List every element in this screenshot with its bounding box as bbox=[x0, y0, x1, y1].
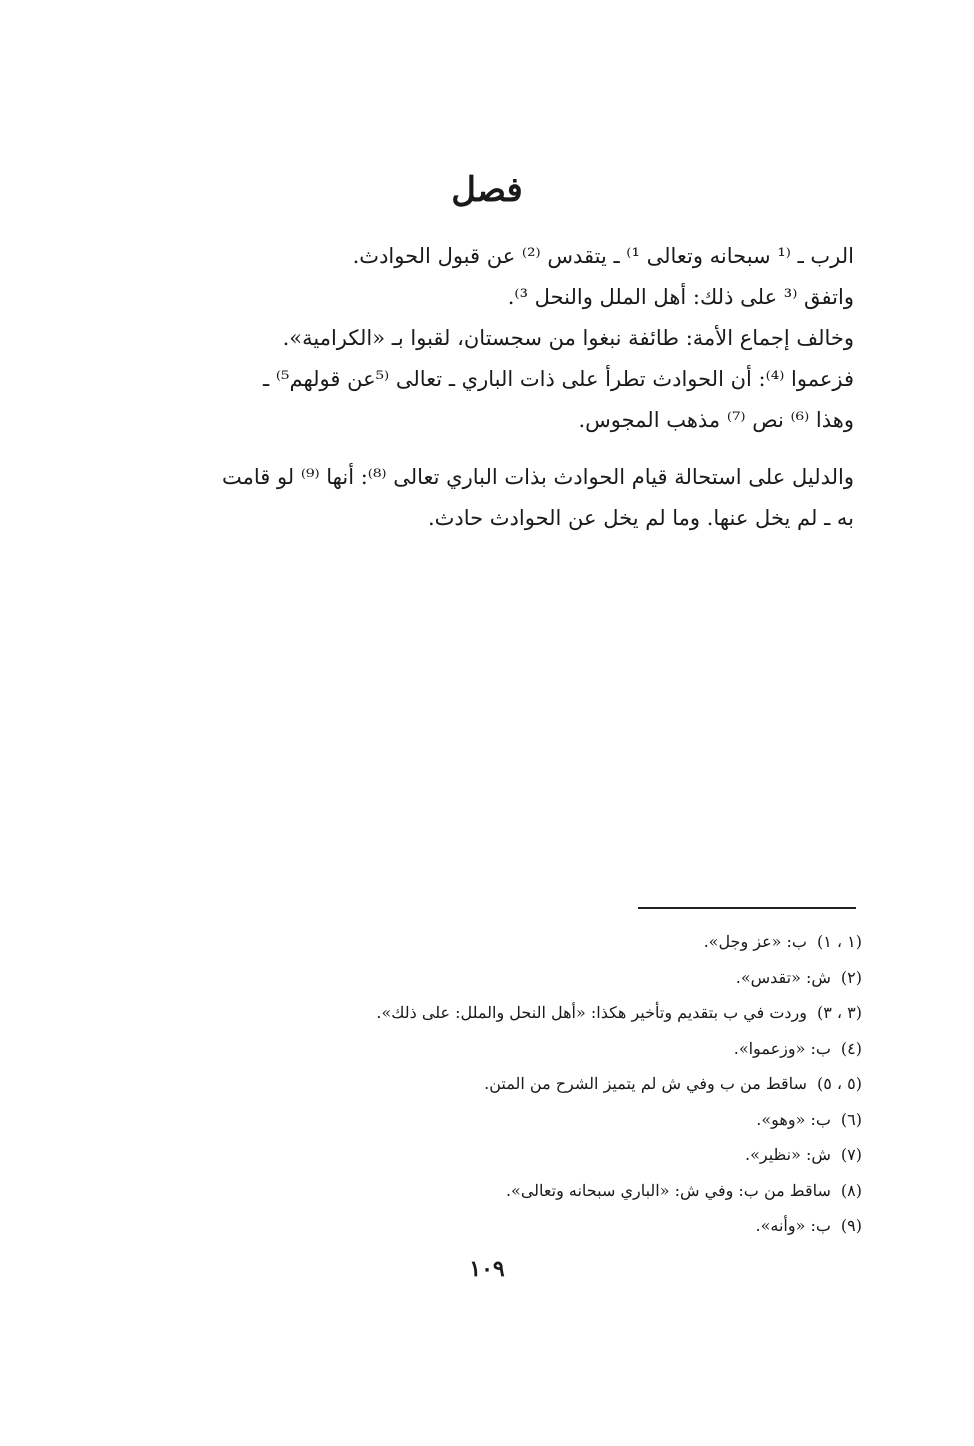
text-line: فزعموا ⁽⁴⁾: أن الحوادث تطرأ على ذات الباري ـ تعالى ⁽⁵عن قولهم⁵⁾ ـ bbox=[263, 367, 854, 391]
footnote-text: ساقط من ب وفي ش لم يتميز الشرح من المتن. bbox=[484, 1074, 807, 1093]
text-line: وهذا ⁽⁶⁾ نص ⁽⁷⁾ مذهب المجوس. bbox=[578, 408, 854, 432]
footnote-item bbox=[300, 995, 862, 1031]
footnote-number: (٤) bbox=[840, 1038, 862, 1058]
text-line: والدليل على استحالة قيام الحوادث بذات الباري تعالى ⁽⁸⁾: أنها ⁽⁹⁾ لو قامت bbox=[221, 465, 854, 489]
footnote-text: ش: «تقدس». bbox=[735, 967, 831, 987]
footnote-number: (٧) bbox=[840, 1145, 862, 1164]
footnote-number: (٢) bbox=[840, 967, 862, 987]
footnote-number: (٦) bbox=[840, 1109, 862, 1129]
footnote-text: ب: «وزعموا». bbox=[733, 1038, 831, 1058]
footnote-item bbox=[300, 1173, 862, 1209]
footnote-item bbox=[300, 960, 862, 996]
footnote-item bbox=[300, 1137, 862, 1173]
footnote-number: (٨) bbox=[840, 1180, 862, 1200]
footnote-text: ب: «وأنه». bbox=[755, 1216, 831, 1235]
section-heading: فصل bbox=[451, 170, 523, 210]
footnote-number: (١ ، ١) bbox=[816, 932, 862, 951]
footnote-text: ب: «عز وجل». bbox=[703, 932, 807, 951]
footnotes-list bbox=[300, 924, 862, 1244]
footnote-text: وردت في ب بتقديم وتأخير هكذا: «أهل النحل والملل: على ذلك». bbox=[376, 1003, 807, 1022]
footnote-item bbox=[300, 924, 862, 960]
text-line: الرب ـ ⁽¹ سبحانه وتعالى ¹⁾ ـ يتقدس ⁽²⁾ عن قبول الحوادث. bbox=[352, 244, 854, 268]
main-text bbox=[150, 236, 854, 539]
footnote-number: (٩) bbox=[840, 1216, 862, 1235]
footnote-text: ساقط من ب: وفي ش: «الباري سبحانه وتعالى». bbox=[505, 1180, 831, 1200]
text-line: واتفق ⁽³ على ذلك: أهل الملل والنحل ³⁾. bbox=[507, 285, 854, 309]
footnote-number: (٥ ، ٥) bbox=[816, 1074, 862, 1093]
footnote-number: (٣ ، ٣) bbox=[816, 1003, 862, 1022]
footnote-text: ب: «وهو». bbox=[756, 1109, 831, 1129]
footnote-item bbox=[300, 1066, 862, 1102]
footnote-separator bbox=[638, 907, 856, 909]
page-number: ١٠٩ bbox=[469, 1256, 505, 1282]
footnote-text: ش: «نظير». bbox=[745, 1145, 831, 1164]
footnote-item bbox=[300, 1102, 862, 1138]
text-line: به ـ لم يخل عنها. وما لم يخل عن الحوادث حادث. bbox=[427, 506, 854, 530]
text-line: وخالف إجماع الأمة: طائفة نبغوا من سجستان، لقبوا بـ «الكرامية». bbox=[282, 326, 854, 350]
footnote-item bbox=[300, 1208, 862, 1244]
footnote-item bbox=[300, 1031, 862, 1067]
